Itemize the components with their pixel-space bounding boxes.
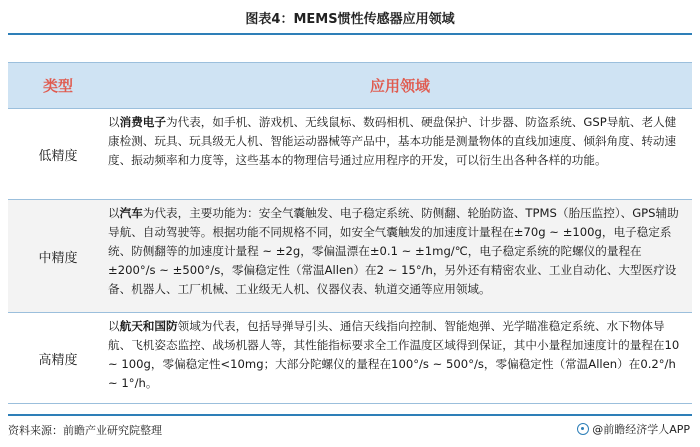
- row-description: [108, 200, 692, 312]
- row-type: 低精度: [38, 148, 78, 164]
- row-text: 为代表，主要功能为：安全气囊触发、电子稳定系统、防侧翻、轮胎防盗、TPMS（胎压监控）、GPS辅助导航、自动驾驶等。根据功能不同规格不同，如安全气囊触发的加速度计量程在±70g ~ ±100g，电子稳定系统、防侧翻等的加速度计量程 ~ ±2g，零偏温漂在±0.1 ~ ±1mg/℃，电子稳定系统的陀螺仪的量程在±200°/s ~ ±500°/s，零偏稳定性（常温Allen）在2 ~ 15°/h，另外还有精密农业、工业自动化、大型医疗设备、机器人、工厂机械、工业级无人机、仪器仪表、轨道交通等应用领域。: [108, 206, 679, 296]
- row-text: 领域为代表，包括导弹导引头、通信天线指向控制、智能炮弹、光学瞄准稳定系统、水下物体导航、飞机姿态监控、战场机器人等，其性能指标要求全工作温度区域得到保证，其中小量程加速度计的量程在10 ~ 100g，零偏稳定性<10mg；大部分陀螺仪的量程在100°/s ~ 500°/s，零偏稳定性（常温Allen）在0.2°/h ~ 1°/h。: [108, 319, 680, 390]
- brand-logo-icon: [577, 423, 589, 435]
- table-row: [8, 200, 692, 313]
- table-header: [8, 63, 692, 109]
- table-row: [8, 313, 692, 404]
- row-keyword: 消费电子: [119, 115, 166, 129]
- row-description: [108, 313, 692, 403]
- row-type: 中精度: [38, 250, 78, 266]
- row-text: 为代表，如手机、游戏机、无线鼠标、数码相机、硬盘保护、计步器、防盗系统、GSP导航、老人健康检测、玩具、玩具级无人机、智能运动器械等产品中，基本功能是测量物体的直线加速度、倾斜角度、转动速度、振动频率和力度等，这些基本的物理信号通过应用程序的开发，可以衍生出各种各样的功能。: [108, 115, 677, 167]
- brand-text: @前瞻经济学人APP: [592, 423, 690, 436]
- row-keyword: 航天和国防: [119, 319, 178, 333]
- brand-credit: [577, 421, 690, 437]
- row-type: 高精度: [38, 352, 78, 368]
- row-description: [108, 109, 692, 199]
- bottom-divider: [8, 414, 692, 416]
- table-row: [8, 109, 692, 200]
- header-type: 类型: [42, 77, 73, 95]
- row-keyword: 汽车: [119, 206, 143, 220]
- row-prefix: 以: [108, 115, 120, 129]
- row-prefix: 以: [108, 206, 120, 220]
- figure-title: 图表4：MEMS惯性传感器应用领域: [245, 12, 455, 27]
- source-note: 资料来源：前瞻产业研究院整理: [8, 424, 162, 437]
- application-table: [8, 62, 692, 404]
- header-application: 应用领域: [369, 77, 430, 95]
- row-prefix: 以: [108, 319, 120, 333]
- top-divider: [8, 33, 692, 35]
